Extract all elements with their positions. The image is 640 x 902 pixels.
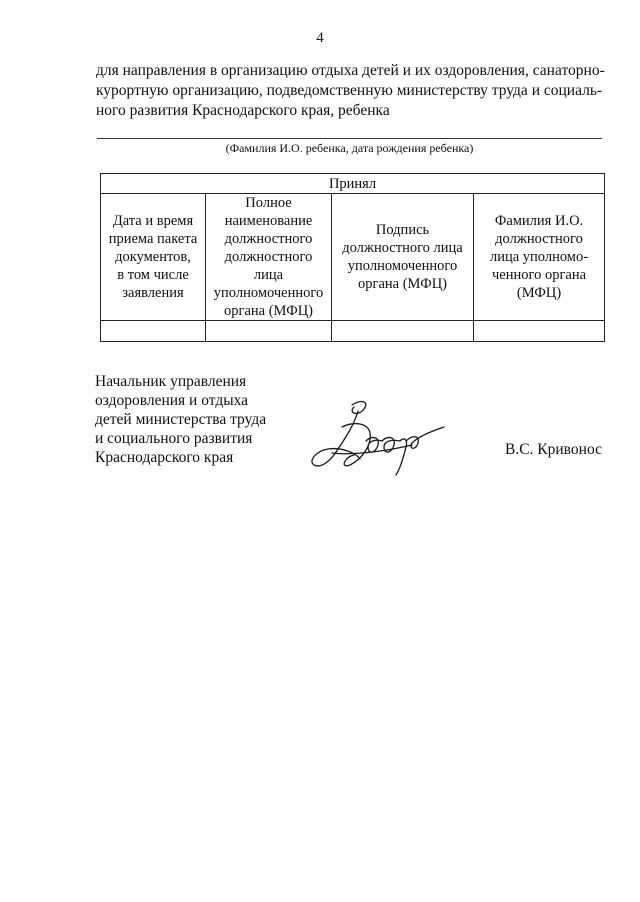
- column-header-signature: [332, 194, 474, 321]
- page-number: 4: [316, 30, 324, 46]
- table-cell: [101, 321, 206, 342]
- column-line: уполномоченного: [347, 258, 458, 274]
- column-line: заявления: [122, 285, 184, 301]
- column-line: Подпись: [375, 222, 430, 238]
- column-header-position: [206, 194, 332, 321]
- signatory-name: В.С. Кривонос: [505, 441, 602, 458]
- signatory-title-line: и социального развития: [95, 430, 253, 447]
- column-line: лица: [253, 267, 284, 283]
- signatory-title-line: детей министерства труда: [95, 411, 267, 428]
- intro-line: ного развития Краснодарского края, ребенка: [96, 102, 390, 119]
- column-line: (МФЦ): [516, 285, 562, 301]
- intro-paragraph: [96, 61, 605, 121]
- column-line: должностного: [224, 231, 313, 247]
- column-line: в том числе: [117, 267, 189, 283]
- table-cell: [332, 321, 474, 342]
- signatory-title-line: Краснодарского края: [95, 449, 234, 466]
- column-line: уполномоченного: [213, 285, 324, 301]
- column-line: должностного лица: [342, 240, 463, 256]
- signatory-title: [95, 372, 295, 467]
- column-line: наименование: [224, 213, 313, 229]
- column-header-name: [474, 194, 605, 321]
- table-column-row: [101, 194, 605, 321]
- column-line: органа (МФЦ): [358, 276, 447, 292]
- receipt-table: [100, 173, 605, 342]
- column-line: Дата и время: [112, 213, 194, 229]
- column-line: приема пакета: [108, 231, 198, 247]
- column-line: должностного: [224, 249, 313, 265]
- column-line: Фамилия И.О.: [494, 213, 584, 229]
- handwritten-signature: [308, 397, 448, 479]
- column-line: органа (МФЦ): [224, 303, 313, 319]
- fill-in-caption: (Фамилия И.О. ребенка, дата рождения ребенка): [225, 141, 474, 155]
- column-header-datetime: [101, 194, 206, 321]
- column-line: ченного органа: [491, 267, 587, 283]
- table-header-cell: Принял: [101, 174, 605, 194]
- signatory-title-line: оздоровления и отдыха: [95, 392, 249, 409]
- table-row: [101, 321, 605, 342]
- table-cell: [474, 321, 605, 342]
- fill-in-line: [97, 138, 602, 139]
- signatory-title-line: Начальник управления: [95, 373, 247, 390]
- column-line: документов,: [115, 249, 191, 265]
- column-line: должностного: [495, 231, 583, 247]
- table-header-row: [101, 174, 605, 194]
- column-line: лица уполномо-: [489, 249, 589, 265]
- intro-line: курортную организацию, подведомственную министерству труда и социаль-: [96, 82, 603, 99]
- table-cell: [206, 321, 332, 342]
- column-line: Полное: [245, 195, 292, 211]
- intro-line: для направления в организацию отдыха детей и их оздоровления, санаторно-: [96, 62, 605, 79]
